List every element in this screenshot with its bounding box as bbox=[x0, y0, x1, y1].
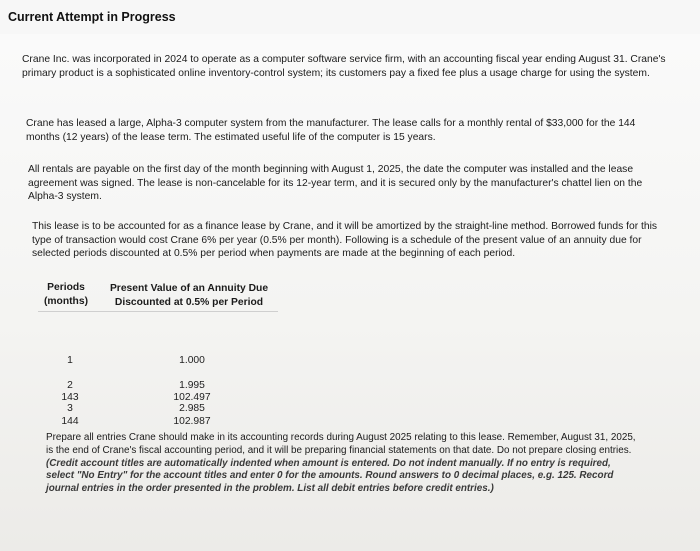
pv-header-line2: Discounted at 0.5% per Period bbox=[114, 297, 264, 308]
table-cell-value: 1.000 bbox=[179, 355, 205, 366]
periods-header-line1: Periods bbox=[47, 282, 85, 293]
table-cell-period: 3 bbox=[67, 403, 73, 414]
paragraph-lease-terms: Crane has leased a large, Alpha-3 computer system from the manufacturer. The lease calls for a monthly rental of $33,000 for the 144 months (12 years) of the lease term. The estimated useful life of the computer is 15 years. bbox=[26, 118, 636, 143]
instructions-note: (Credit account titles are automatically indented when amount is entered. Do not indent manually. If no entry is required, select "No Entry" for the account titles and enter 0 for the amounts. Round answers to 0 decimal places, e.g. 125. Record journal entries in the order presented in the problem. List all debit entries before credit entries.) bbox=[46, 457, 614, 495]
pv-header-line1: Present Value of an Annuity Due bbox=[109, 283, 269, 294]
page-header bbox=[0, 0, 700, 35]
table-cell-period: 144 bbox=[61, 416, 79, 427]
paragraph-payment-schedule: All rentals are payable on the first day of the month beginning with August 1, 2025, the date the computer was installed and the lease agreement was signed. The lease is non-cancelable for its 12-year term, and it is secured only by the manufacturer's chattel lien on the Alpha-3 system. bbox=[28, 164, 643, 203]
table-cell-value: 1.995 bbox=[179, 380, 205, 391]
table-cell-period: 2 bbox=[67, 380, 73, 391]
attempt-title: Current Attempt in Progress bbox=[8, 10, 176, 24]
table-header-divider bbox=[38, 311, 278, 312]
problem-content bbox=[0, 34, 700, 551]
paragraph-accounting-method: This lease is to be accounted for as a finance lease by Crane, and it will be amortized by the straight-line method. Borrowed funds for this type of transaction would cost Crane 6% per year (0.5% per month). Following is a schedule of the present value of an annuity due for selected periods discounted at 0.5% per period when payments are made at the beginning of each period. bbox=[32, 221, 658, 260]
table-header-present-value bbox=[104, 282, 274, 310]
table-cell-period: 1 bbox=[67, 355, 73, 366]
table-header-periods bbox=[38, 281, 94, 309]
paragraph-company-background: Crane Inc. was incorporated in 2024 to operate as a computer software service firm, with an accounting fiscal year ending August 31. Crane's primary product is a sophisticated online inventory-control system; its customers pay a fixed fee plus a usage charge for using the system. bbox=[22, 54, 666, 79]
periods-header-line2: (months) bbox=[43, 296, 89, 307]
table-cell-value: 102.987 bbox=[173, 416, 211, 427]
instructions-text: Prepare all entries Crane should make in its accounting records during August 2025 relating to this lease. Remember, August 31, 2025, is the end of Crane's fiscal accounting period, and it will be preparing financial statements on that date. Do not prepare closing entries. bbox=[46, 432, 636, 456]
paragraph-instructions bbox=[46, 432, 636, 496]
table-cell-value: 2.985 bbox=[179, 403, 205, 414]
table-cell-value: 102.497 bbox=[173, 392, 211, 403]
annuity-table bbox=[38, 281, 278, 431]
table-cell-period: 143 bbox=[61, 392, 79, 403]
